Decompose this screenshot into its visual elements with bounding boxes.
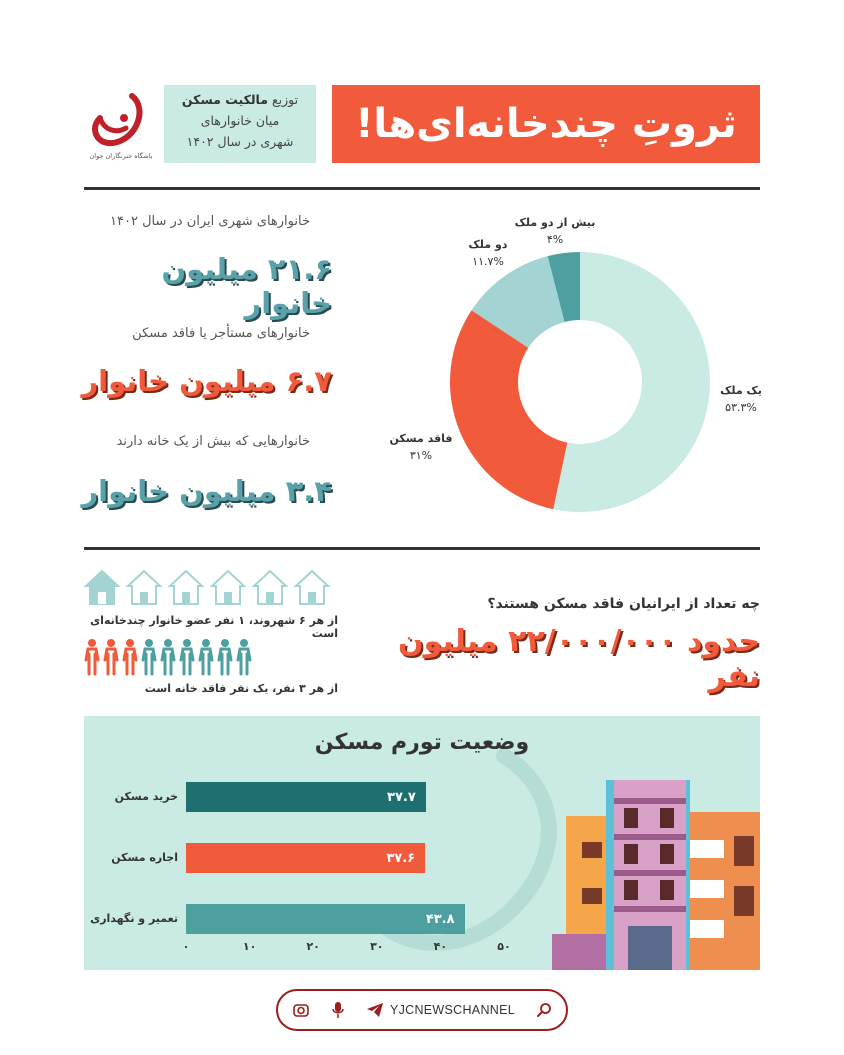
building-illustration xyxy=(552,776,760,970)
subtitle-line-2: میان خانوارهای xyxy=(200,113,280,128)
channel-name: YJCNEWSCHANNEL xyxy=(389,1003,515,1017)
pie-label-one xyxy=(710,382,772,416)
x-tick: ۵۰ xyxy=(497,940,511,953)
x-tick: ۴۰ xyxy=(433,940,448,953)
pie-label-none xyxy=(386,430,456,464)
person-icon xyxy=(238,639,250,674)
x-tick: ۲۰ xyxy=(306,940,320,953)
house-icon xyxy=(86,571,118,604)
bar-value-repair: ۴۳.۸ xyxy=(425,911,455,927)
person-icon xyxy=(143,639,155,674)
pie-label-two-name: دو ملک xyxy=(468,238,508,251)
inflation-chart-title: وضعیت تورم مسکن xyxy=(314,730,530,755)
stat-label-renters: خانوارهای مستأجر یا فاقد مسکن xyxy=(132,326,310,341)
bar-label-rent: اجاره مسکن xyxy=(111,851,178,864)
homeless-count: حدود ۲۲/۰۰۰/۰۰۰ میلیون نفر xyxy=(397,624,760,694)
person-icon xyxy=(124,639,136,674)
divider-top xyxy=(84,187,760,190)
house-icon xyxy=(296,571,328,604)
camera-icon[interactable] xyxy=(292,1001,310,1019)
divider-middle xyxy=(84,547,760,550)
bar-label-buy: خرید مسکن xyxy=(114,790,178,803)
logo-caption: باشگاه خبرنگاران جوان xyxy=(89,152,153,160)
bar-label-repair: تعمیر و نگهداری xyxy=(90,912,178,925)
telegram-icon xyxy=(366,1002,384,1018)
bar-repair xyxy=(186,904,465,934)
homeless-question: چه تعداد از ایرانیان فاقد مسکن هستند؟ xyxy=(487,596,760,612)
stat-value-renters: ۶.۷ میلیون خانوار xyxy=(81,364,332,398)
pie-label-one-name: یک ملک xyxy=(720,384,762,397)
house-icon xyxy=(212,571,244,604)
houses-caption: از هر ۶ شهروند، ۱ نفر عضو خانوار چندخانه‌ای است xyxy=(90,614,338,640)
search-icon[interactable] xyxy=(536,1002,552,1018)
bar-buy xyxy=(186,782,426,812)
bar-value-rent: ۳۷.۶ xyxy=(386,850,416,866)
stat-value-multi-owners: ۳.۴ میلیون خانوار xyxy=(81,474,332,508)
x-tick: ۳۰ xyxy=(370,940,384,953)
main-title: ثروتِ چندخانه‌ای‌ها! xyxy=(332,85,760,163)
people-caption: از هر ۳ نفر، یک نفر فاقد خانه است xyxy=(144,682,338,695)
bar-rent xyxy=(186,843,425,873)
x-tick: ۱۰ xyxy=(242,940,257,953)
pie-label-one-value: ۵۳.۳% xyxy=(725,401,757,414)
subtitle-line-1: توزیع مالکیت مسکن xyxy=(181,92,299,107)
subtitle-box xyxy=(164,85,316,163)
x-tick: ۰ xyxy=(182,940,190,953)
subtitle-line-3: شهری در سال ۱۴۰۲ xyxy=(186,134,294,149)
house-icon xyxy=(128,571,160,604)
bar-value-buy: ۳۷.۷ xyxy=(387,789,416,805)
people-pictogram xyxy=(84,638,262,676)
person-icon xyxy=(86,639,98,674)
stat-value-urban-households: ۲۱.۶ میلیون خانوار xyxy=(161,252,332,320)
house-icon xyxy=(170,571,202,604)
pie-label-none-name: فاقد مسکن xyxy=(389,432,453,445)
houses-pictogram xyxy=(84,568,336,608)
pie-label-more-than-two-value: ۴% xyxy=(546,233,564,246)
person-icon xyxy=(181,639,193,674)
person-icon xyxy=(219,639,231,674)
pie-label-none-value: ۳۱% xyxy=(409,449,433,462)
person-icon xyxy=(105,639,117,674)
ownership-donut-chart xyxy=(440,242,720,522)
footer-search-bar[interactable] xyxy=(276,989,568,1031)
pie-label-more-than-two-name: بیش از دو ملک xyxy=(514,216,596,229)
pie-label-two-value: ۱۱.۷% xyxy=(472,255,504,268)
person-icon xyxy=(200,639,212,674)
stat-label-multi-owners: خانوارهایی که بیش از یک خانه دارند xyxy=(116,434,310,449)
microphone-icon[interactable] xyxy=(331,1001,345,1019)
donut-slice-1 xyxy=(450,310,567,509)
channel-link[interactable] xyxy=(366,1002,515,1018)
subtitle-bold: مالکیت مسکن xyxy=(181,92,268,107)
pie-label-two xyxy=(456,236,520,270)
house-icon xyxy=(254,571,286,604)
person-icon xyxy=(162,639,174,674)
stat-label-urban-households: خانوارهای شهری ایران در سال ۱۴۰۲ xyxy=(110,214,310,229)
